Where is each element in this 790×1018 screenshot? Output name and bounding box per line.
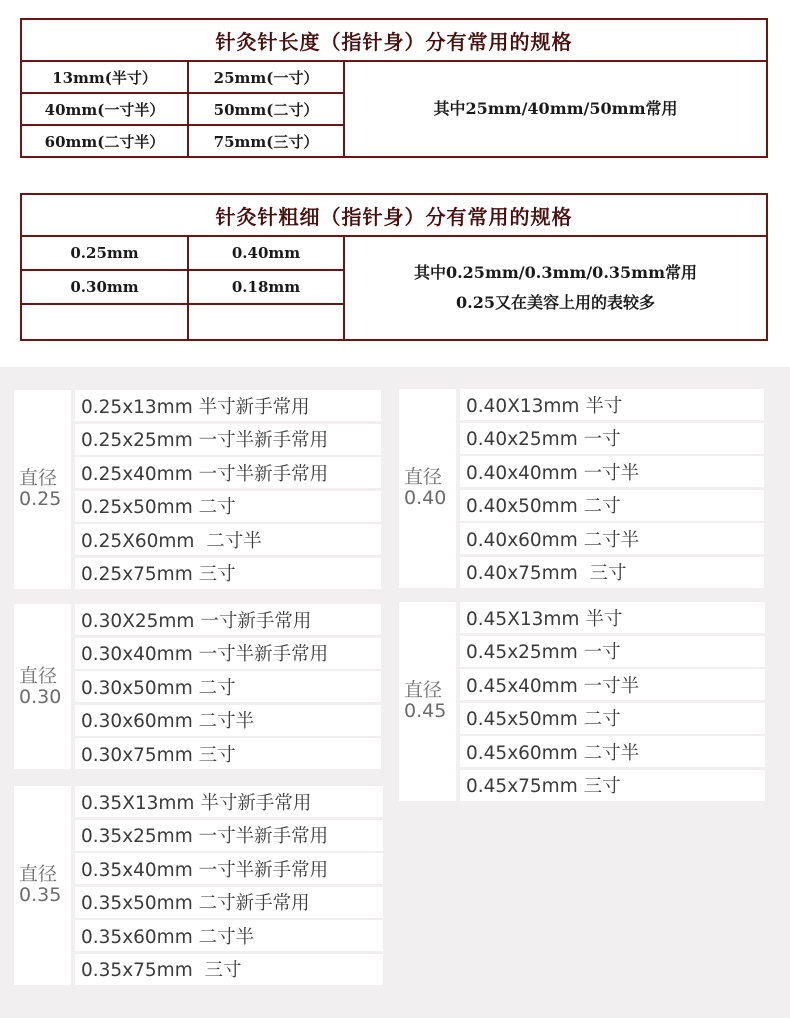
spec-item: 0.35x50mm 二寸新手常用: [75, 887, 383, 918]
spec-item: 0.45X13mm 半寸: [460, 602, 765, 633]
spec-item: 0.40x25mm 一寸: [460, 423, 764, 454]
thickness-cell-empty: [21, 304, 188, 340]
spec-item: 0.35x40mm 一寸半新手常用: [75, 853, 383, 884]
thickness-spec-table: [20, 193, 768, 341]
thickness-cell: 0.40mm: [188, 236, 344, 270]
spec-item: 0.25x50mm 二寸: [75, 491, 381, 522]
spec-item: 0.35x25mm 一寸半新手常用: [75, 820, 383, 851]
diameter-group-035: [14, 786, 383, 985]
spec-item: 0.30X25mm 一寸新手常用: [75, 604, 381, 635]
length-note: 其中25mm/40mm/50mm常用: [344, 61, 767, 157]
diameter-group-045: [399, 602, 765, 801]
spec-item: 0.35x60mm 二寸半: [75, 920, 383, 951]
length-cell: 13mm(半寸）: [21, 61, 188, 93]
diameter-word: 直径: [404, 679, 443, 702]
spec-item: 0.35X13mm 半寸新手常用: [75, 786, 383, 817]
spec-item: 0.45x60mm 二寸半: [460, 736, 765, 767]
spec-item: 0.30x75mm 三寸: [75, 738, 381, 769]
spec-item: 0.40x75mm 三寸: [460, 557, 764, 588]
thickness-cell-empty: [188, 304, 344, 340]
length-cell: 75mm(三寸）: [188, 125, 344, 157]
spec-item: 0.40X13mm 半寸: [460, 389, 764, 420]
diameter-value: 0.45: [404, 700, 447, 723]
length-cell: 60mm(二寸半）: [21, 125, 188, 157]
diameter-word: 直径: [19, 863, 58, 886]
diameter-group-040: [399, 389, 764, 588]
spec-item: 0.25x75mm 三寸: [75, 558, 381, 589]
thickness-table-title: 针灸针粗细（指针身）分有常用的规格: [21, 194, 767, 236]
diameter-value: 0.25: [19, 488, 62, 511]
thickness-note-line1: 其中0.25mm/0.3mm/0.35mm常用: [413, 263, 698, 282]
diameter-word: 直径: [19, 664, 58, 687]
spec-item: 0.45x25mm 一寸: [460, 636, 765, 667]
diameter-group-025: [14, 390, 381, 589]
spec-list: [460, 602, 765, 801]
thickness-cell: 0.30mm: [21, 270, 188, 304]
diameter-label: [14, 390, 71, 589]
spec-item: 0.40x50mm 二寸: [460, 490, 764, 521]
spec-list: [75, 390, 381, 589]
thickness-cell: 0.18mm: [188, 270, 344, 304]
spec-list: [75, 604, 381, 769]
spec-item: 0.25x13mm 半寸新手常用: [75, 390, 381, 421]
diameter-label: [14, 604, 71, 769]
length-cell: 50mm(二寸）: [188, 93, 344, 125]
spec-list: [460, 389, 764, 588]
spec-item: 0.25x25mm 一寸半新手常用: [75, 424, 381, 455]
spec-item: 0.25x40mm 一寸半新手常用: [75, 457, 381, 488]
spec-item: 0.30x40mm 一寸半新手常用: [75, 638, 381, 669]
length-cell: 40mm(一寸半）: [21, 93, 188, 125]
thickness-cell: 0.25mm: [21, 236, 188, 270]
diameter-label: [14, 786, 71, 985]
diameter-word: 直径: [404, 466, 443, 489]
spec-item: 0.25X60mm 二寸半: [75, 524, 381, 555]
thickness-note-line2: 0.25又在美容上用的表较多: [456, 293, 655, 312]
spec-item: 0.35x75mm 三寸: [75, 954, 383, 985]
spec-item: 0.30x60mm 二寸半: [75, 705, 381, 736]
length-spec-table: [20, 18, 768, 158]
spec-list: [75, 786, 383, 985]
spec-item: 0.40x40mm 一寸半: [460, 456, 764, 487]
diameter-value: 0.30: [19, 685, 62, 708]
spec-item: 0.45x40mm 一寸半: [460, 669, 765, 700]
length-cell: 25mm(一寸）: [188, 61, 344, 93]
diameter-word: 直径: [19, 467, 58, 490]
length-table-title: 针灸针长度（指针身）分有常用的规格: [21, 19, 767, 61]
spec-item: 0.45x75mm 三寸: [460, 770, 765, 801]
diameter-label: [399, 389, 456, 588]
thickness-note: [344, 236, 767, 340]
diameter-value: 0.40: [404, 487, 447, 510]
spec-item: 0.45x50mm 二寸: [460, 703, 765, 734]
spec-item: 0.40x60mm 二寸半: [460, 523, 764, 554]
spec-item: 0.30x50mm 二寸: [75, 671, 381, 702]
diameter-value: 0.35: [19, 884, 62, 907]
diameter-group-030: [14, 604, 381, 769]
diameter-label: [399, 602, 456, 801]
